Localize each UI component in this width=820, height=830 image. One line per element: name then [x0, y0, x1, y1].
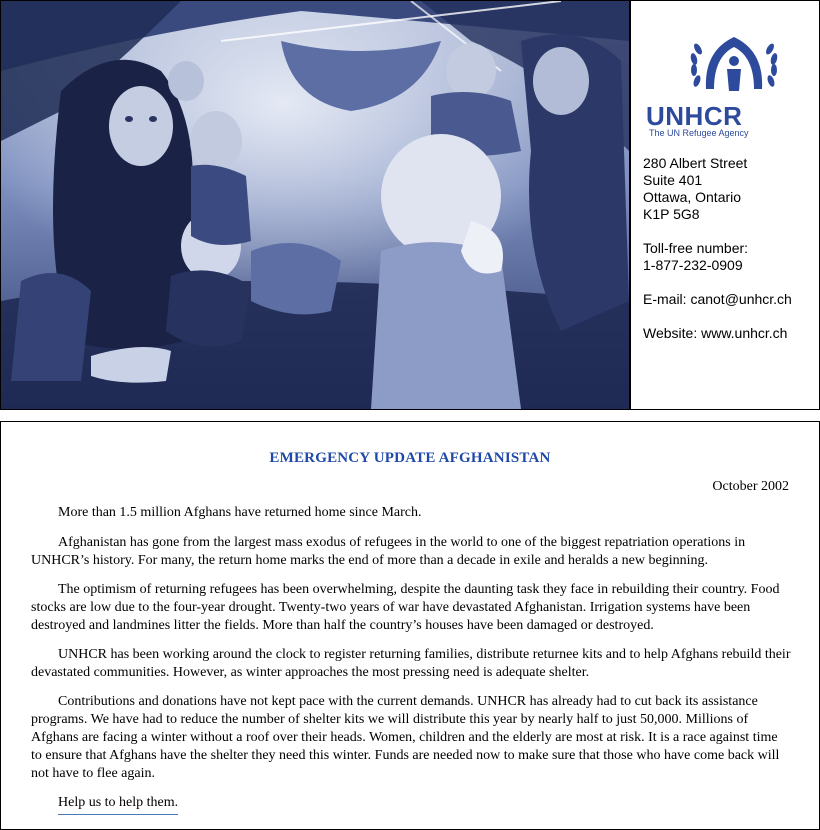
refugee-family-photo: [1, 1, 629, 409]
unhcr-emblem-icon: [669, 31, 799, 101]
postal-code: K1P 5G8: [643, 206, 700, 222]
contact-block: [643, 155, 792, 342]
address-line: 280 Albert Street: [643, 155, 748, 171]
panel-divider: [629, 1, 631, 409]
unhcr-wordmark: UNHCR: [646, 101, 743, 131]
paragraph: UNHCR has been working around the clock to register returning families, distribute returnee kits and to help Afghans rebuild their devastated communities. However, as winter approaches the most pressing need is adequate shelter.: [31, 647, 791, 680]
letter-headline: EMERGENCY UPDATE AFGHANISTAN: [269, 450, 551, 466]
letterhead-panel: [0, 0, 820, 410]
email-line: E-mail: canot@unhcr.ch: [643, 291, 792, 307]
help-us-link[interactable]: Help us to help them.: [58, 794, 178, 815]
tollfree-number: 1-877-232-0909: [643, 257, 743, 273]
appeal-letter: [0, 421, 820, 830]
paragraph: Afghanistan has gone from the largest mass exodus of refugees in the world to one of the biggest repatriation operations in UNHCR’s history. For many, the return home marks the end of more than a decade in exile and heralds a new beginning.: [31, 535, 746, 568]
address-line: Suite 401: [643, 172, 703, 188]
paragraph: More than 1.5 million Afghans have returned home since March.: [58, 505, 422, 520]
address-line: Ottawa, Ontario: [643, 189, 742, 205]
paragraph: The optimism of returning refugees has been overwhelming, despite the daunting task they face in rebuilding their country. Food stocks are low due to the four-year drought. Twenty-two years of war have devastated Afghanistan. Irrigation systems have been destroyed and landmines litter the fields. More than half the country’s houses have been damaged or destroyed.: [31, 582, 780, 633]
letter-body: [31, 504, 791, 815]
paragraph: Contributions and donations have not kept pace with the current demands. UNHCR has already had to cut back its assistance programs. We have had to reduce the number of shelter kits we will distribute this year by nearly half to just 50,000. Millions of Afghans are facing a winter without a roof over their heads. Women, children and the elderly are most at risk. It is a race against time to ensure that Afghans have the shelter they need this winter. Funds are needed now to make sure that those who have come back will not have to flee again.: [31, 694, 780, 781]
website-line: Website: www.unhcr.ch: [643, 325, 788, 341]
letter-date: October 2002: [712, 479, 789, 494]
unhcr-tagline: The UN Refugee Agency: [649, 128, 749, 138]
tollfree-label: Toll-free number:: [643, 240, 749, 256]
